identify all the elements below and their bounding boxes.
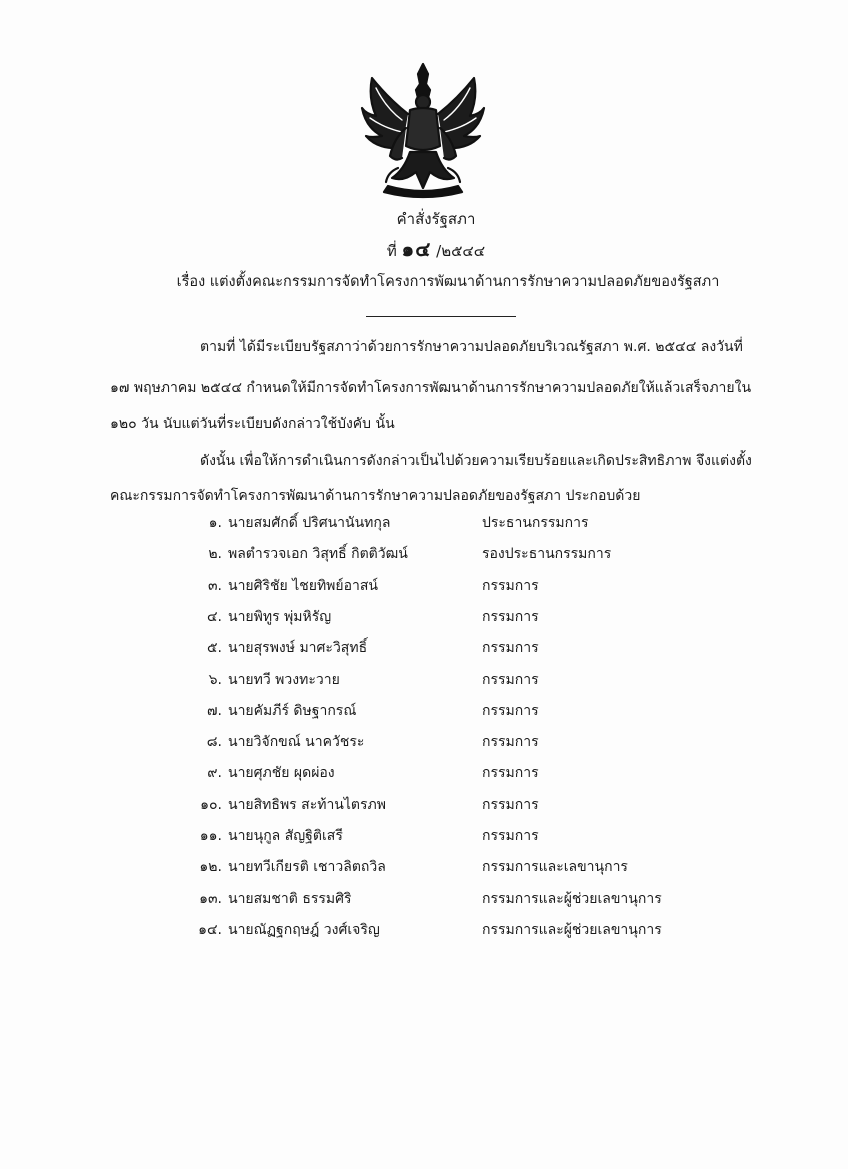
- committee-member-row: [0, 856, 848, 878]
- member-index: ๙.: [207, 765, 222, 781]
- member-name: นายศุภชัย ผุดผ่อง: [228, 765, 335, 781]
- order-title: คำสั่งรัฐสภา: [396, 210, 476, 228]
- paragraph-2-line-1: ดังนั้น เพื่อให้การดำเนินการดังกล่าวเป็นไปด้วยความเรียบร้อยและเกิดประสิทธิภาพ จึงแต่งตั้ง: [200, 453, 752, 469]
- member-index: ๑๐.: [200, 797, 222, 813]
- divider-rule: [366, 316, 516, 317]
- committee-member-row: [0, 794, 848, 816]
- member-name: นายสุรพงษ์ มาศะวิสุทธิ์: [228, 640, 368, 656]
- committee-member-row: [0, 731, 848, 753]
- committee-member-row: [0, 888, 848, 910]
- paragraph-1-line-2: ๑๗ พฤษภาคม ๒๕๔๔ กำหนดให้มีการจัดทำโครงการพัฒนาด้านการรักษาความปลอดภัยให้แล้วเสร็จภายใน: [110, 380, 752, 396]
- member-index: ๗.: [207, 703, 222, 719]
- order-number-year: /๒๕๔๔: [436, 242, 486, 260]
- member-role: กรรมการและผู้ช่วยเลขานุการ: [482, 891, 662, 907]
- committee-member-row: [0, 575, 848, 597]
- member-name: พลตำรวจเอก วิสุทธิ์ กิตติวัฒน์: [228, 546, 408, 562]
- committee-member-row: [0, 825, 848, 847]
- committee-member-row: [0, 700, 848, 722]
- member-role: รองประธานกรรมการ: [482, 546, 612, 562]
- committee-member-row: [0, 919, 848, 941]
- paragraph-1-line-3: ๑๒๐ วัน นับแต่วันที่ระเบียบดังกล่าวใช้บังคับ นั้น: [110, 416, 395, 432]
- committee-member-row: [0, 762, 848, 784]
- member-index: ๓.: [207, 578, 222, 594]
- member-role: กรรมการ: [482, 828, 539, 844]
- member-name: นายทวีเกียรติ เชาวลิตถวิล: [228, 859, 386, 875]
- member-name: นายสิทธิพร สะท้านไตรภพ: [228, 797, 386, 813]
- member-role: กรรมการ: [482, 640, 539, 656]
- member-role: กรรมการและผู้ช่วยเลขานุการ: [482, 922, 662, 938]
- paragraph-2-line-2: คณะกรรมการจัดทำโครงการพัฒนาด้านการรักษาความปลอดภัยของรัฐสภา ประกอบด้วย: [110, 488, 641, 504]
- member-name: นายพิทูร พุ่มหิรัญ: [228, 609, 332, 625]
- member-role: ประธานกรรมการ: [482, 515, 589, 531]
- member-index: ๑๔.: [198, 922, 222, 938]
- order-number-value: ๑๔: [401, 237, 432, 261]
- member-name: นายคัมภีร์ ดิษฐากรณ์: [228, 703, 357, 719]
- member-role: กรรมการ: [482, 578, 539, 594]
- order-number-prefix: ที่: [386, 242, 397, 260]
- member-name: นายนุกูล สัญฐิติเสรี: [228, 828, 343, 844]
- member-role: กรรมการและเลขานุการ: [482, 859, 628, 875]
- member-index: ๖.: [208, 672, 222, 688]
- member-index: ๑๓.: [199, 891, 222, 907]
- member-role: กรรมการ: [482, 797, 539, 813]
- member-role: กรรมการ: [482, 765, 539, 781]
- order-subject: เรื่อง แต่งตั้งคณะกรรมการจัดทำโครงการพัฒนาด้านการรักษาความปลอดภัยของรัฐสภา: [176, 274, 720, 290]
- committee-member-row: [0, 512, 848, 534]
- member-role: กรรมการ: [482, 609, 539, 625]
- committee-member-row: [0, 637, 848, 659]
- member-name: นายทวี พวงทะวาย: [228, 672, 340, 688]
- member-index: ๑.: [208, 515, 222, 531]
- committee-member-row: [0, 543, 848, 565]
- member-index: ๔.: [206, 609, 222, 625]
- order-number: [12, 239, 848, 261]
- committee-member-row: [0, 669, 848, 691]
- garuda-emblem-icon: [358, 58, 488, 200]
- committee-member-row: [0, 606, 848, 628]
- member-name: นายสมศักดิ์ ปริศนานันทกุล: [228, 515, 391, 531]
- member-role: กรรมการ: [482, 703, 539, 719]
- member-name: นายศิริชัย ไชยทิพย์อาสน์: [228, 578, 378, 594]
- member-name: นายณัฏฐกฤษฎ์ วงศ์เจริญ: [228, 922, 380, 938]
- member-index: ๑๒.: [199, 859, 222, 875]
- member-role: กรรมการ: [482, 672, 539, 688]
- member-index: ๑๑.: [199, 828, 222, 844]
- member-name: นายสมชาติ ธรรมศิริ: [228, 891, 352, 907]
- member-index: ๕.: [206, 640, 222, 656]
- member-role: กรรมการ: [482, 734, 539, 750]
- paragraph-1-line-1: ตามที่ ได้มีระเบียบรัฐสภาว่าด้วยการรักษาความปลอดภัยบริเวณรัฐสภา พ.ศ. ๒๕๔๔ ลงวันที่: [200, 339, 743, 355]
- member-index: ๘.: [206, 734, 222, 750]
- member-name: นายวิจักขณ์ นาควัชระ: [228, 734, 365, 750]
- member-index: ๒.: [208, 546, 222, 562]
